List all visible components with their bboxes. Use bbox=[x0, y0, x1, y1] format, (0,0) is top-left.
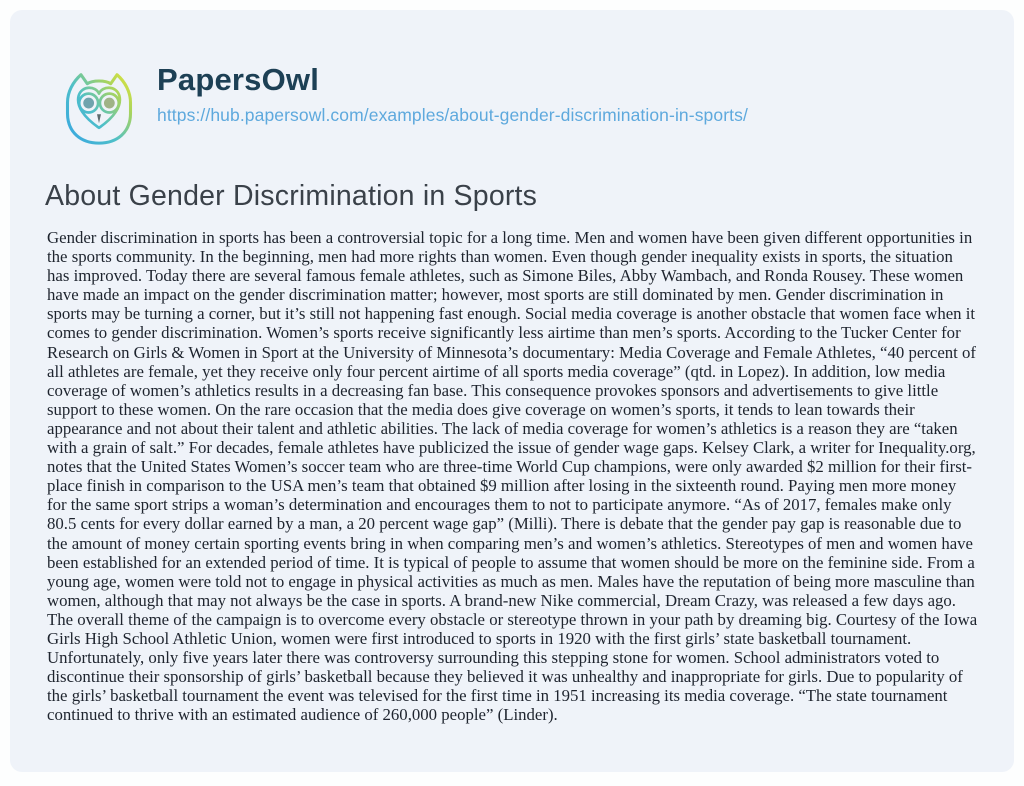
site-header bbox=[10, 10, 1014, 156]
brand-title: PapersOwl bbox=[157, 62, 320, 97]
brand-block bbox=[157, 60, 748, 126]
page-url-link[interactable]: https://hub.papersowl.com/examples/about-gender-discrimination-in-sports/ bbox=[157, 105, 748, 125]
article-body: Gender discrimination in sports has been a controversial topic for a long time. Men and women have been given different opportunities in the sports community. In the beginning, men had more rights than women. Even though gender inequality exists in sports, the situation has improved. Today there are several famous female athletes, such as Simone Biles, Abby Wambach, and Ronda Rousey. These women have made an impact on the gender discrimination matter; however, most sports are still dominated by men. Gender discrimination in sports may be turning a corner, but it’s still not happening fast enough. Social media coverage is another obstacle that women face when it comes to gender discrimination. Women’s sports receive significantly less airtime than men’s sports. According to the Tucker Center for Research on Girls & Women in Sport at the University of Minnesota’s documentary: Media Coverage and Female Athletes, “40 percent of all athletes are female, yet they receive only four percent airtime of all sports media coverage” (qtd. in Lopez). In addition, low media coverage of women’s athletics results in a decreasing fan base. This consequence provokes sponsors and advertisements to give little support to these women. On the rare occasion that the media does give coverage on women’s sports, it tends to lean towards their appearance and not about their talent and athletic abilities. The lack of media coverage for women’s athletics is a reason they are “taken with a grain of salt.” For decades, female athletes have publicized the issue of gender wage gaps. Kelsey Clark, a writer for Inequality.org, notes that the United States Women’s soccer team who are three-time World Cup champions, were only awarded $2 million for their first-place finish in comparison to the USA men’s team that obtained $9 million after losing in the sixteenth round. Paying men more money for the same sport strips a woman’s determination and encourages them to not to participate anymore. “As of 2017, females make only 80.5 cents for every dollar earned by a man, a 20 percent wage gap” (Milli). There is debate that the gender pay gap is reasonable due to the amount of money certain sporting events bring in when comparing men’s and women’s athletics. Stereotypes of men and women have been established for an extended period of time. It is typical of people to assume that women should be more on the feminine side. From a young age, women were told not to engage in physical activities as much as men. Males have the reputation of being more masculine than women, although that may not always be the case in sports. A brand-new Nike commercial, Dream Crazy, was released a few days ago. The overall theme of the campaign is to overcome every obstacle or stereotype thrown in your path by dreaming big. Courtesy of the Iowa Girls High School Athletic Union, women were first introduced to sports in 1920 with the first girls’ state basketball tournament. Unfortunately, only five years later there was controversy surrounding this stepping stone for women. School administrators voted to discontinue their sponsorship of girls’ basketball because they believed it was unhealthy and inappropriate for girls. Due to popularity of the girls’ basketball tournament the event was televised for the first time in 1951 increasing its media coverage. “The state tournament continued to thrive with an estimated audience of 260,000 people” (Linder). bbox=[47, 228, 978, 725]
page-card bbox=[10, 10, 1014, 772]
owl-logo-icon bbox=[54, 60, 144, 156]
article-title: About Gender Discrimination in Sports bbox=[45, 180, 538, 212]
